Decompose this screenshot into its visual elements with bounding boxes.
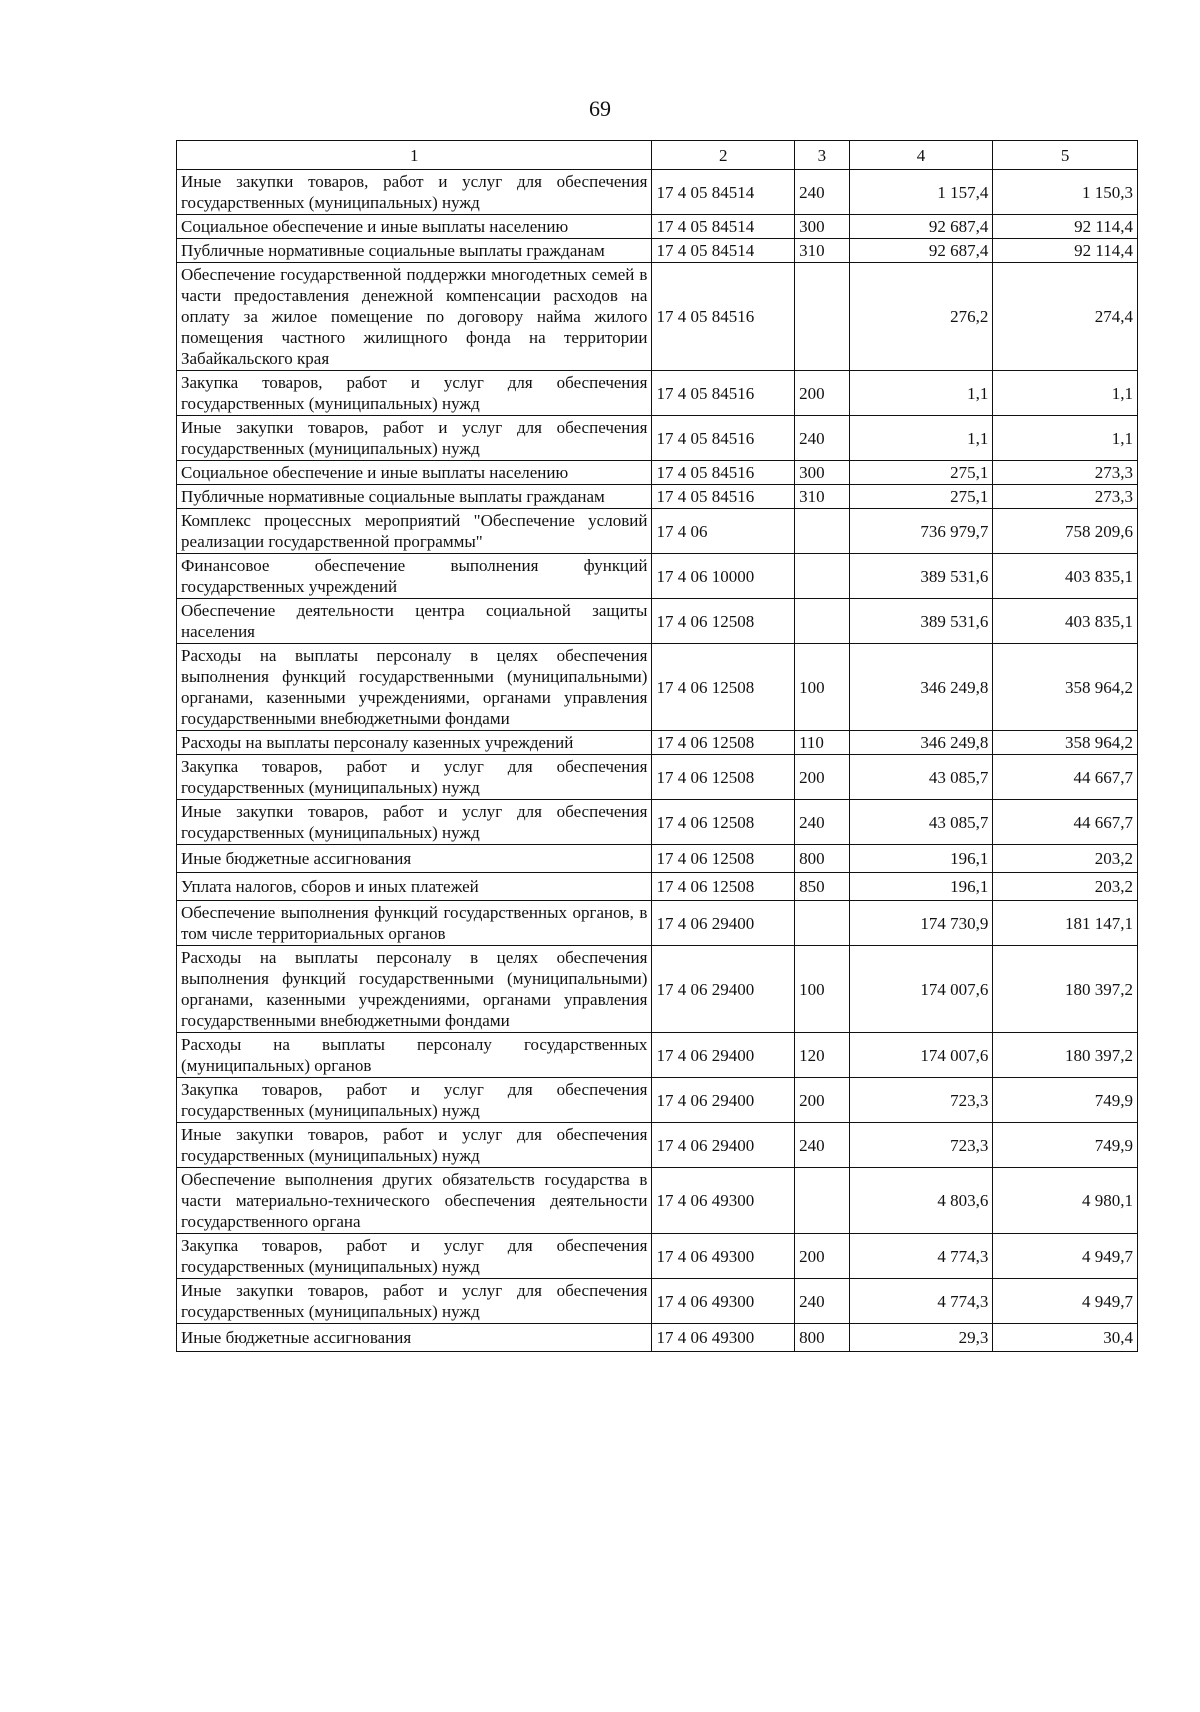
table-row: [177, 1234, 1138, 1279]
row-value-1-cell: 4 774,3: [849, 1234, 993, 1279]
row-value-1-cell: 174 007,6: [849, 1033, 993, 1078]
row-type-cell: 310: [795, 485, 850, 509]
row-value-2-cell: 749,9: [993, 1123, 1138, 1168]
row-value-1-cell: 174 007,6: [849, 946, 993, 1033]
row-value-2-cell: 4 949,7: [993, 1234, 1138, 1279]
row-name-cell: Закупка товаров, работ и услуг для обеспечения государственных (муниципальных) нужд: [177, 755, 652, 800]
row-value-1-cell: 43 085,7: [849, 800, 993, 845]
header-col-5: 5: [993, 141, 1138, 170]
row-name-cell: Обеспечение выполнения других обязательств государства в части материально-технического обеспечения деятельности государственного органа: [177, 1168, 652, 1234]
row-value-2-cell: 180 397,2: [993, 946, 1138, 1033]
row-type-cell: 100: [795, 946, 850, 1033]
table-row: [177, 1279, 1138, 1324]
row-value-1-cell: 389 531,6: [849, 599, 993, 644]
row-name-cell: Социальное обеспечение и иные выплаты населению: [177, 461, 652, 485]
row-code-cell: 17 4 06 12508: [652, 755, 795, 800]
header-col-4: 4: [849, 141, 993, 170]
row-value-1-cell: 29,3: [849, 1324, 993, 1352]
row-value-1-cell: 276,2: [849, 263, 993, 371]
row-code-cell: 17 4 05 84516: [652, 416, 795, 461]
row-value-2-cell: 203,2: [993, 873, 1138, 901]
row-value-1-cell: 389 531,6: [849, 554, 993, 599]
row-name-cell: Расходы на выплаты персоналу в целях обеспечения выполнения функций государственными (муниципальными) органами, казенными учреждениями, органами управления государственными внебюджетными фондами: [177, 946, 652, 1033]
table-row: [177, 755, 1138, 800]
row-type-cell: 200: [795, 755, 850, 800]
row-name-cell: Обеспечение деятельности центра социальной защиты населения: [177, 599, 652, 644]
row-type-cell: [795, 901, 850, 946]
row-type-cell: 240: [795, 1279, 850, 1324]
row-value-2-cell: 30,4: [993, 1324, 1138, 1352]
row-value-1-cell: 1,1: [849, 416, 993, 461]
table-row: [177, 1123, 1138, 1168]
row-name-cell: Закупка товаров, работ и услуг для обеспечения государственных (муниципальных) нужд: [177, 371, 652, 416]
table-row: [177, 1033, 1138, 1078]
row-type-cell: 200: [795, 1234, 850, 1279]
row-type-cell: 850: [795, 873, 850, 901]
row-name-cell: Расходы на выплаты персоналу в целях обеспечения выполнения функций государственными (муниципальными) органами, казенными учреждениями, органами управления государственными внебюджетными фондами: [177, 644, 652, 731]
row-type-cell: 110: [795, 731, 850, 755]
row-name-cell: Комплекс процессных мероприятий "Обеспечение условий реализации государственной программы": [177, 509, 652, 554]
table-header-row: [177, 141, 1138, 170]
row-code-cell: 17 4 05 84516: [652, 371, 795, 416]
row-value-1-cell: 346 249,8: [849, 644, 993, 731]
row-code-cell: 17 4 06 12508: [652, 800, 795, 845]
table-row: [177, 371, 1138, 416]
row-type-cell: 200: [795, 371, 850, 416]
table-row: [177, 731, 1138, 755]
row-code-cell: 17 4 06 49300: [652, 1324, 795, 1352]
row-value-1-cell: 723,3: [849, 1078, 993, 1123]
row-value-2-cell: 181 147,1: [993, 901, 1138, 946]
row-name-cell: Обеспечение выполнения функций государственных органов, в том числе территориальных органов: [177, 901, 652, 946]
row-type-cell: [795, 509, 850, 554]
header-col-3: 3: [795, 141, 850, 170]
row-value-1-cell: 43 085,7: [849, 755, 993, 800]
row-type-cell: 240: [795, 1123, 850, 1168]
row-type-cell: 100: [795, 644, 850, 731]
table-row: [177, 485, 1138, 509]
row-value-2-cell: 203,2: [993, 845, 1138, 873]
row-value-1-cell: 346 249,8: [849, 731, 993, 755]
row-value-2-cell: 4 980,1: [993, 1168, 1138, 1234]
table-row: [177, 1168, 1138, 1234]
row-type-cell: 240: [795, 416, 850, 461]
row-type-cell: 200: [795, 1078, 850, 1123]
table-row: [177, 901, 1138, 946]
header-col-1: 1: [177, 141, 652, 170]
row-code-cell: 17 4 06 12508: [652, 731, 795, 755]
row-name-cell: Иные бюджетные ассигнования: [177, 845, 652, 873]
row-code-cell: 17 4 06: [652, 509, 795, 554]
row-type-cell: [795, 554, 850, 599]
row-code-cell: 17 4 06 29400: [652, 1033, 795, 1078]
row-value-2-cell: 180 397,2: [993, 1033, 1138, 1078]
table-row: [177, 239, 1138, 263]
row-code-cell: 17 4 06 12508: [652, 873, 795, 901]
row-value-1-cell: 275,1: [849, 485, 993, 509]
row-name-cell: Расходы на выплаты персоналу государственных (муниципальных) органов: [177, 1033, 652, 1078]
table-body: [177, 170, 1138, 1352]
row-value-1-cell: 723,3: [849, 1123, 993, 1168]
row-code-cell: 17 4 06 29400: [652, 1078, 795, 1123]
table-row: [177, 800, 1138, 845]
row-value-2-cell: 4 949,7: [993, 1279, 1138, 1324]
row-code-cell: 17 4 06 29400: [652, 946, 795, 1033]
row-value-2-cell: 92 114,4: [993, 239, 1138, 263]
table-row: [177, 599, 1138, 644]
row-name-cell: Закупка товаров, работ и услуг для обеспечения государственных (муниципальных) нужд: [177, 1234, 652, 1279]
row-value-2-cell: 1,1: [993, 371, 1138, 416]
table-row: [177, 215, 1138, 239]
row-value-2-cell: 758 209,6: [993, 509, 1138, 554]
row-value-1-cell: 1 157,4: [849, 170, 993, 215]
row-name-cell: Иные закупки товаров, работ и услуг для обеспечения государственных (муниципальных) нужд: [177, 800, 652, 845]
row-code-cell: 17 4 06 29400: [652, 1123, 795, 1168]
table-row: [177, 1078, 1138, 1123]
row-type-cell: 300: [795, 461, 850, 485]
row-value-1-cell: 275,1: [849, 461, 993, 485]
table-row: [177, 416, 1138, 461]
row-value-1-cell: 736 979,7: [849, 509, 993, 554]
row-value-2-cell: 273,3: [993, 485, 1138, 509]
row-value-2-cell: 44 667,7: [993, 800, 1138, 845]
row-code-cell: 17 4 06 29400: [652, 901, 795, 946]
row-code-cell: 17 4 06 49300: [652, 1234, 795, 1279]
row-type-cell: 300: [795, 215, 850, 239]
row-value-1-cell: 4 774,3: [849, 1279, 993, 1324]
row-code-cell: 17 4 05 84514: [652, 170, 795, 215]
row-type-cell: 800: [795, 845, 850, 873]
row-value-2-cell: 358 964,2: [993, 644, 1138, 731]
row-type-cell: 310: [795, 239, 850, 263]
row-name-cell: Обеспечение государственной поддержки многодетных семей в части предоставления денежной компенсации расходов на оплату за жилое помещение по договору найма жилого помещения частного жилищного фонда на территории Забайкальского края: [177, 263, 652, 371]
row-name-cell: Иные закупки товаров, работ и услуг для обеспечения государственных (муниципальных) нужд: [177, 170, 652, 215]
row-name-cell: Социальное обеспечение и иные выплаты населению: [177, 215, 652, 239]
table-row: [177, 263, 1138, 371]
table-row: [177, 170, 1138, 215]
row-value-2-cell: 749,9: [993, 1078, 1138, 1123]
row-name-cell: Уплата налогов, сборов и иных платежей: [177, 873, 652, 901]
row-name-cell: Расходы на выплаты персоналу казенных учреждений: [177, 731, 652, 755]
row-value-2-cell: 1,1: [993, 416, 1138, 461]
page-number: 69: [589, 96, 611, 121]
row-value-2-cell: 403 835,1: [993, 554, 1138, 599]
row-value-1-cell: 4 803,6: [849, 1168, 993, 1234]
row-type-cell: [795, 1168, 850, 1234]
row-name-cell: Публичные нормативные социальные выплаты гражданам: [177, 485, 652, 509]
row-value-1-cell: 1,1: [849, 371, 993, 416]
row-value-2-cell: 273,3: [993, 461, 1138, 485]
table-row: [177, 873, 1138, 901]
table-row: [177, 554, 1138, 599]
table-row: [177, 1324, 1138, 1352]
row-type-cell: [795, 263, 850, 371]
row-value-1-cell: 92 687,4: [849, 239, 993, 263]
table-row: [177, 946, 1138, 1033]
row-name-cell: Иные бюджетные ассигнования: [177, 1324, 652, 1352]
row-name-cell: Иные закупки товаров, работ и услуг для обеспечения государственных (муниципальных) нужд: [177, 1279, 652, 1324]
row-value-1-cell: 92 687,4: [849, 215, 993, 239]
row-code-cell: 17 4 06 12508: [652, 845, 795, 873]
budget-table: [176, 140, 1138, 1352]
table-row: [177, 461, 1138, 485]
row-name-cell: Иные закупки товаров, работ и услуг для обеспечения государственных (муниципальных) нужд: [177, 1123, 652, 1168]
row-name-cell: Публичные нормативные социальные выплаты гражданам: [177, 239, 652, 263]
row-value-2-cell: 274,4: [993, 263, 1138, 371]
row-type-cell: 240: [795, 800, 850, 845]
row-code-cell: 17 4 05 84514: [652, 215, 795, 239]
row-code-cell: 17 4 06 49300: [652, 1168, 795, 1234]
row-value-2-cell: 92 114,4: [993, 215, 1138, 239]
row-value-2-cell: 403 835,1: [993, 599, 1138, 644]
row-value-1-cell: 196,1: [849, 845, 993, 873]
table-row: [177, 509, 1138, 554]
row-value-1-cell: 196,1: [849, 873, 993, 901]
row-type-cell: 240: [795, 170, 850, 215]
row-value-2-cell: 1 150,3: [993, 170, 1138, 215]
row-code-cell: 17 4 05 84516: [652, 485, 795, 509]
row-value-1-cell: 174 730,9: [849, 901, 993, 946]
header-col-2: 2: [652, 141, 795, 170]
row-code-cell: 17 4 06 10000: [652, 554, 795, 599]
row-name-cell: Иные закупки товаров, работ и услуг для обеспечения государственных (муниципальных) нужд: [177, 416, 652, 461]
row-value-2-cell: 44 667,7: [993, 755, 1138, 800]
row-type-cell: 120: [795, 1033, 850, 1078]
table-row: [177, 644, 1138, 731]
row-name-cell: Финансовое обеспечение выполнения функций государственных учреждений: [177, 554, 652, 599]
row-code-cell: 17 4 05 84514: [652, 239, 795, 263]
row-code-cell: 17 4 06 12508: [652, 644, 795, 731]
row-code-cell: 17 4 05 84516: [652, 263, 795, 371]
row-type-cell: [795, 599, 850, 644]
row-code-cell: 17 4 05 84516: [652, 461, 795, 485]
row-code-cell: 17 4 06 49300: [652, 1279, 795, 1324]
row-type-cell: 800: [795, 1324, 850, 1352]
table-row: [177, 845, 1138, 873]
row-name-cell: Закупка товаров, работ и услуг для обеспечения государственных (муниципальных) нужд: [177, 1078, 652, 1123]
row-value-2-cell: 358 964,2: [993, 731, 1138, 755]
row-code-cell: 17 4 06 12508: [652, 599, 795, 644]
